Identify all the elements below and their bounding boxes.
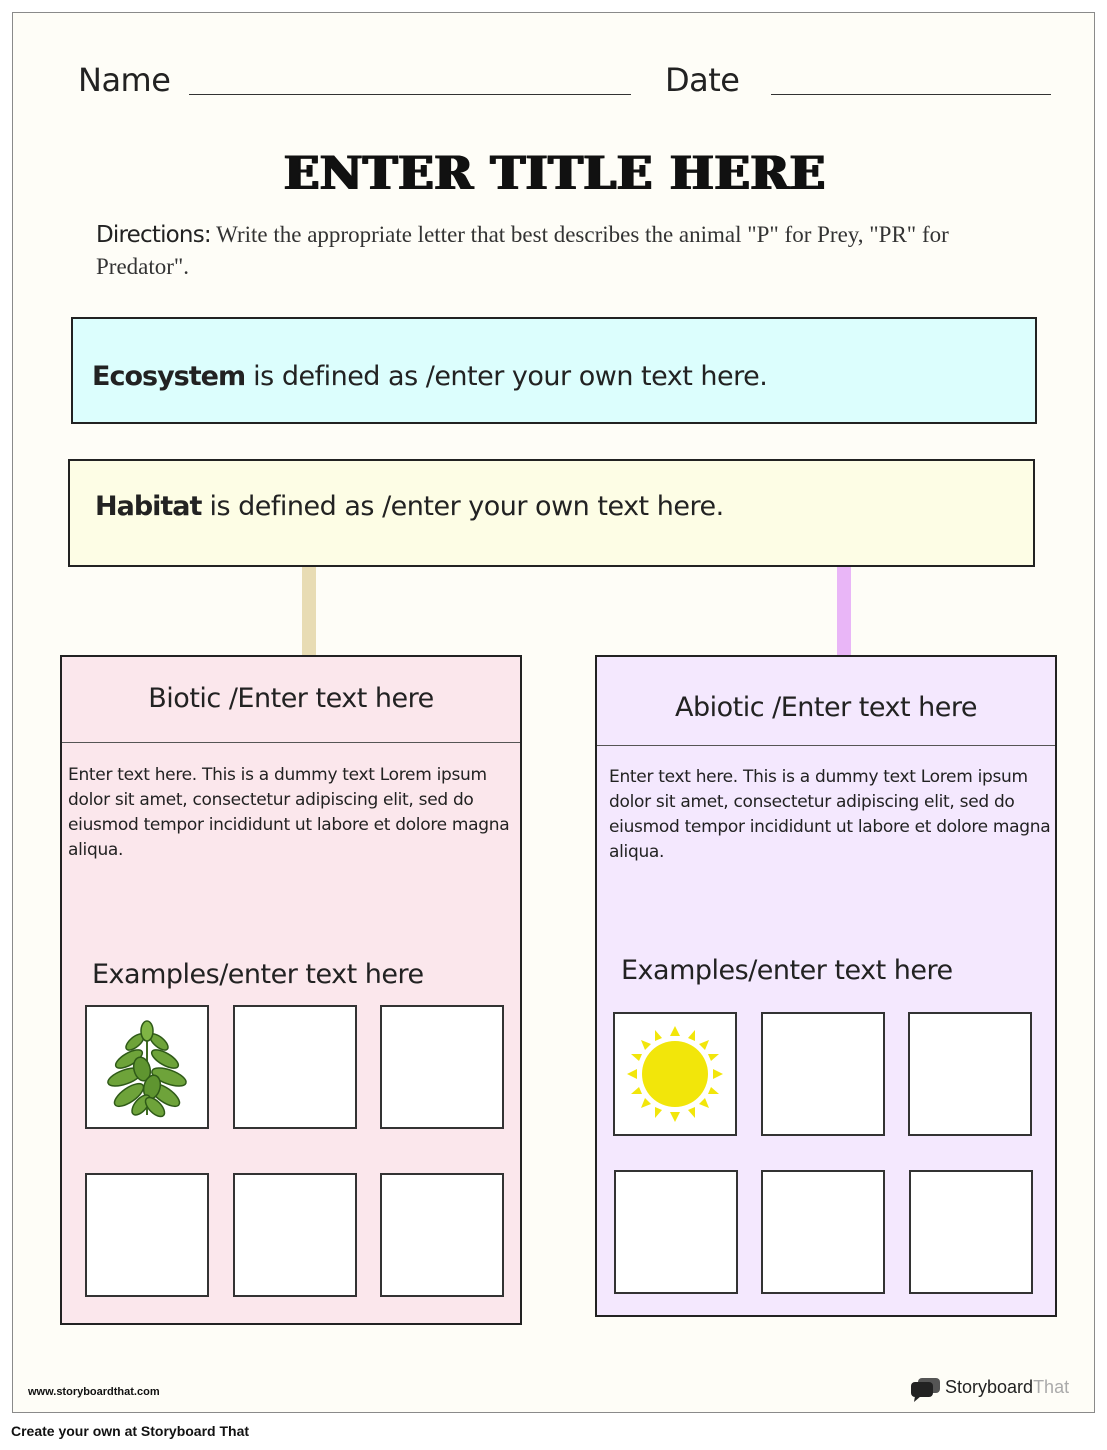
biotic-example-cell[interactable]: [85, 1005, 209, 1129]
ecosystem-definition: [92, 361, 767, 392]
name-label: Name: [78, 61, 171, 99]
abiotic-example-cell[interactable]: [761, 1170, 885, 1294]
abiotic-heading: Abiotic /Enter text here: [674, 692, 977, 723]
ecosystem-box: [71, 317, 1037, 424]
habitat-box: [68, 459, 1035, 567]
name-line[interactable]: [189, 94, 631, 95]
biotic-example-cell[interactable]: [85, 1173, 209, 1297]
date-line[interactable]: [771, 94, 1051, 95]
biotic-divider: [62, 742, 520, 743]
abiotic-example-cell[interactable]: [613, 1012, 737, 1136]
biotic-example-cell[interactable]: [380, 1005, 504, 1129]
biotic-example-cell[interactable]: [233, 1005, 357, 1129]
habitat-term: Habitat: [95, 491, 202, 522]
plant-icon: [87, 1007, 207, 1127]
directions-text: Write the appropriate letter that best describes the animal "P" for Prey, "PR" for Predator".: [96, 222, 949, 279]
abiotic-example-cell[interactable]: [909, 1170, 1033, 1294]
biotic-example-cell[interactable]: [233, 1173, 357, 1297]
page-title: ENTER TITLE HERE: [283, 146, 826, 200]
abiotic-example-cell[interactable]: [761, 1012, 885, 1136]
abiotic-examples-label: Examples/enter text here: [621, 955, 953, 986]
footer-url[interactable]: www.storyboardthat.com: [28, 1386, 160, 1398]
biotic-panel: [60, 655, 522, 1325]
biotic-body: Enter text here. This is a dummy text Lorem ipsum dolor sit amet, consectetur adipiscing elit, sed do eiusmod tempor incididunt ut labore et dolore magna aliqua.: [68, 765, 510, 860]
directions: [96, 219, 1036, 282]
abiotic-example-cell[interactable]: [908, 1012, 1032, 1136]
speech-bubble-icon: [909, 1376, 943, 1402]
abiotic-example-cell[interactable]: [614, 1170, 738, 1294]
abiotic-body: Enter text here. This is a dummy text Lorem ipsum dolor sit amet, consectetur adipiscing elit, sed do eiusmod tempor incididunt ut labore et dolore magna aliqua.: [609, 767, 1051, 862]
abiotic-divider: [597, 745, 1055, 746]
ecosystem-text: is defined as /enter your own text here.: [245, 361, 768, 392]
biotic-connector: [302, 567, 316, 655]
worksheet-page: [12, 12, 1095, 1413]
brand-main: Storyboard: [945, 1377, 1034, 1397]
biotic-heading: Biotic /Enter text here: [148, 683, 434, 714]
brand-text: [945, 1377, 1069, 1398]
directions-label: Directions:: [96, 222, 211, 248]
storyboardthat-logo[interactable]: [909, 1375, 1089, 1403]
ecosystem-term: Ecosystem: [92, 361, 246, 392]
brand-accent: That: [1033, 1377, 1070, 1397]
abiotic-connector: [837, 567, 851, 655]
habitat-definition: [95, 491, 724, 522]
create-your-own-link[interactable]: Create your own at Storyboard That: [11, 1423, 250, 1439]
biotic-examples-label: Examples/enter text here: [92, 959, 424, 990]
sun-icon: [615, 1014, 735, 1134]
abiotic-panel: [595, 655, 1057, 1317]
biotic-example-cell[interactable]: [380, 1173, 504, 1297]
habitat-text: is defined as /enter your own text here.: [201, 491, 724, 522]
date-label: Date: [665, 61, 740, 99]
